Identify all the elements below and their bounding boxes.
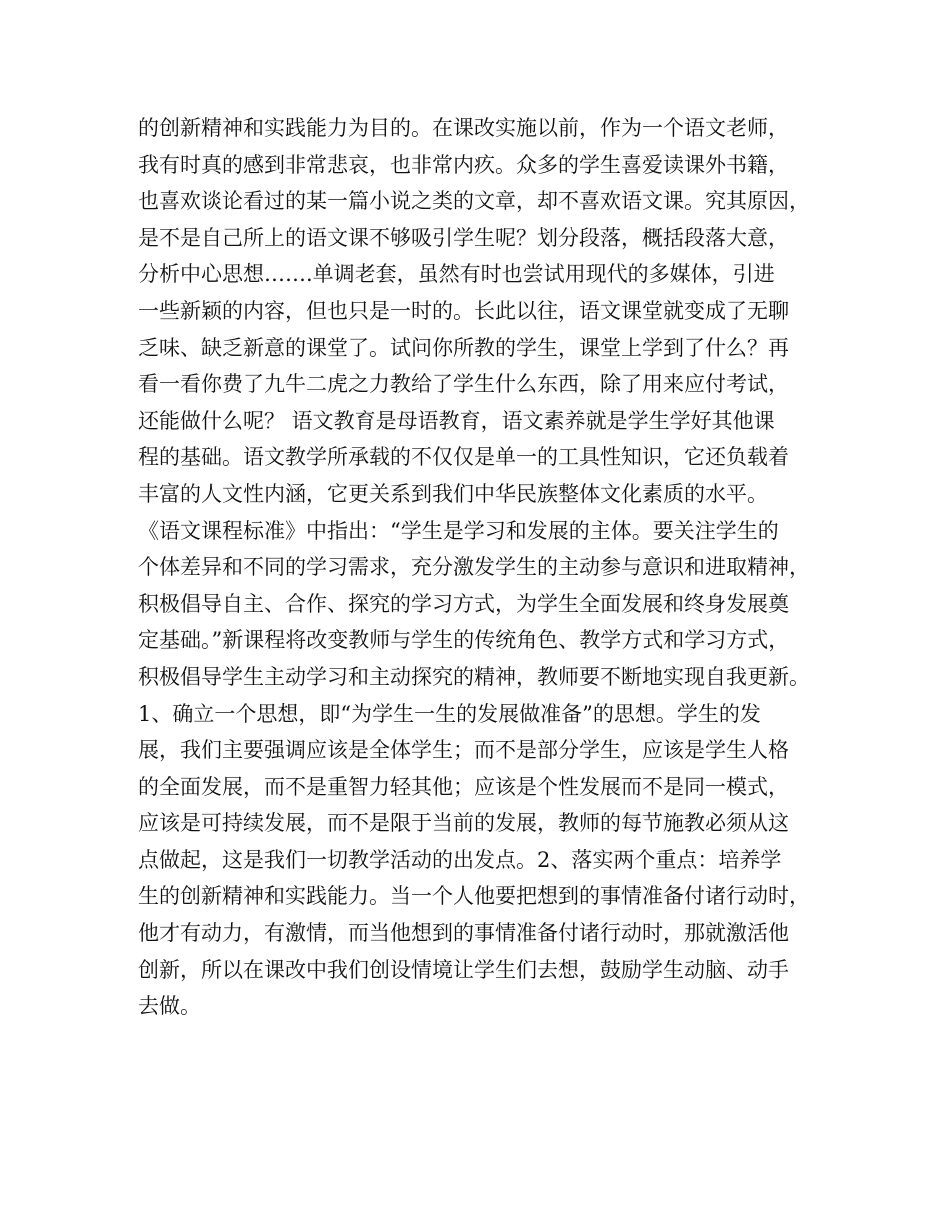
text-line: 程的基础。语文教学所承载的不仅仅是单一的工具性知识，它还负载着 bbox=[138, 445, 789, 470]
text-line: 点做起，这是我们一切教学活动的出发点。2、落实两个重点：培养学 bbox=[138, 847, 782, 872]
text-line: 丰富的人文性内涵，它更关系到我们中华民族整体文化素质的水平。 bbox=[138, 481, 768, 506]
text-line: 还能做什么呢？ 语文教育是母语教育，语文素养就是学生学好其他课 bbox=[138, 408, 775, 433]
text-line: 生的创新精神和实践能力。当一个人他要把想到的事情准备付诸行动时， bbox=[138, 884, 810, 909]
text-line: 去做。 bbox=[138, 994, 201, 1019]
text-line: 是不是自己所上的语文课不够吸引学生呢？划分段落，概括段落大意， bbox=[138, 225, 789, 250]
text-line: 创新，所以在课改中我们创设情境让学生们去想，鼓励学生动脑、动手 bbox=[138, 957, 789, 982]
text-line: 积极倡导学生主动学习和主动探究的精神，教师要不断地实现自我更新。 bbox=[138, 664, 810, 689]
text-line: 的创新精神和实践能力为目的。在课改实施以前，作为一个语文老师， bbox=[138, 116, 789, 140]
text-line: 我有时真的感到非常悲哀，也非常内疚。众多的学生喜爱读课外书籍， bbox=[138, 152, 789, 177]
text-line: 定基础。”新课程将改变教师与学生的传统角色、教学方式和学习方式， bbox=[138, 628, 790, 653]
text-line: 个体差异和不同的学习需求，充分激发学生的主动参与意识和进取精神， bbox=[138, 555, 810, 580]
text-line: 也喜欢谈论看过的某一篇小说之类的文章，却不喜欢语文课。究其原因， bbox=[138, 189, 810, 214]
body-text bbox=[138, 110, 838, 1025]
text-line: 看一看你费了九牛二虎之力教给了学生什么东西，除了用来应付考试， bbox=[138, 372, 789, 397]
text-line: 应该是可持续发展，而不是限于当前的发展，教师的每节施教必须从这 bbox=[138, 811, 789, 836]
text-line: 分析中心思想…….单调老套，虽然有时也尝试用现代的多媒体，引进 bbox=[138, 262, 775, 287]
text-line: 1、确立一个思想，即“为学生一生的发展做准备”的思想。学生的发 bbox=[138, 701, 761, 726]
text-line: 积极倡导自主、合作、探究的学习方式，为学生全面发展和终身发展奠 bbox=[138, 591, 789, 616]
text-line: 一些新颖的内容，但也只是一时的。长此以往，语文课堂就变成了无聊 bbox=[138, 298, 789, 323]
text-line: 的全面发展，而不是重智力轻其他；应该是个性发展而不是同一模式， bbox=[138, 774, 789, 799]
text-line: 他才有动力，有激情，而当他想到的事情准备付诸行动时，那就激活他 bbox=[138, 921, 789, 946]
text-line: 展，我们主要强调应该是全体学生；而不是部分学生，应该是学生人格 bbox=[138, 738, 789, 763]
text-line: 乏味、缺乏新意的课堂了。试问你所教的学生，课堂上学到了什么？再 bbox=[138, 335, 789, 360]
text-line: 《语文课程标准》中指出：“学生是学习和发展的主体。要关注学生的 bbox=[138, 518, 779, 543]
